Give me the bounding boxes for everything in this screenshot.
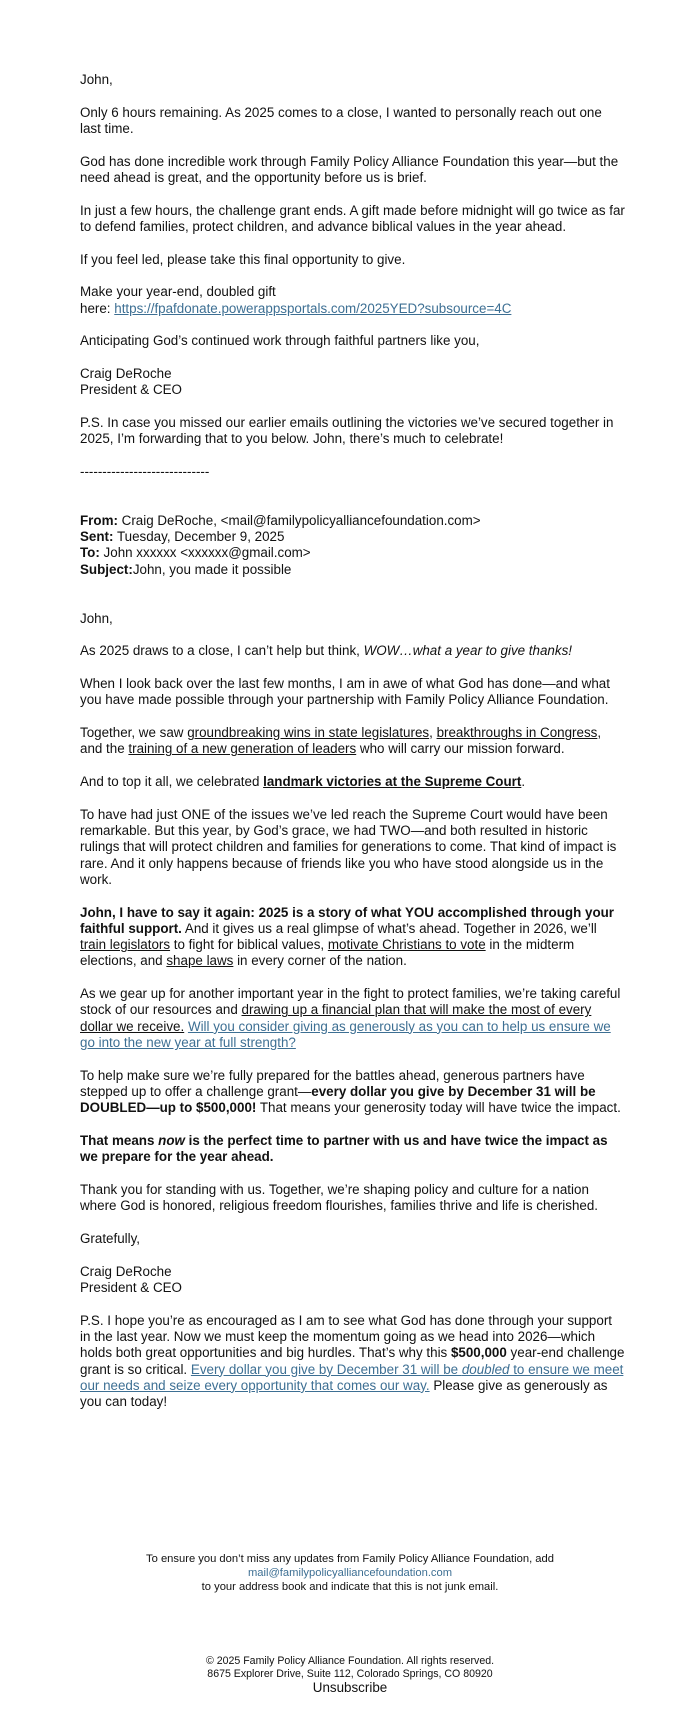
email-body — [80, 72, 625, 1427]
signature — [80, 1264, 625, 1297]
text: who will carry our mission forward. — [356, 741, 565, 757]
paragraph — [80, 986, 625, 1051]
link-text: Every dollar you give by December 31 will be — [190, 1361, 462, 1377]
text: year-end challenge grant is so critical. — [80, 1345, 625, 1377]
text: To help make sure we’re fully prepared for the battles ahead, generous partners have stepped up to offer a challenge grant— — [80, 1067, 585, 1099]
to-value: John xxxxxx <xxxxxx@gmail.com> — [99, 545, 311, 561]
financial-plan-link[interactable]: drawing up a financial plan that will make the most of every dollar we receive. — [80, 1002, 592, 1034]
paragraph — [80, 1068, 625, 1117]
footer-line: to your address book and indicate that this is not junk email. — [201, 1581, 499, 1593]
motivate-christians-link[interactable]: motivate Christians to vote — [327, 937, 486, 953]
postscript — [80, 1313, 625, 1411]
text: in every corner of the nation. — [233, 953, 407, 969]
text: As 2025 draws to a close, I can’t help but think, — [80, 643, 364, 659]
greeting: John, — [80, 72, 113, 87]
subject-value: John, you made it possible — [132, 561, 292, 577]
forwarded-header — [80, 513, 625, 578]
text: Please give as generously as you can today! — [80, 1377, 608, 1410]
training-link[interactable]: training of a new generation of leaders — [128, 741, 357, 757]
footer-line: To ensure you don’t miss any updates from Family Policy Alliance Foundation, add — [146, 1553, 554, 1565]
text: in the midterm elections, and — [80, 937, 575, 969]
text: . — [521, 773, 526, 789]
donate-link[interactable]: https://fpafdonate.powerappsportals.com/2025YED?subsource=4C — [114, 300, 512, 316]
sent-label: Sent: — [80, 529, 114, 545]
paragraph — [80, 774, 625, 790]
paragraph: To have had just ONE of the issues we’ve led reach the Supreme Court would have been remarkable. But this year, by God’s grace, we had TWO—and both resulted in historic rulings that will protect children and families for generations to come. That kind of impact is rare. And it only happens because of friends like you who have stood alongside us in the work. — [80, 806, 617, 887]
congress-link[interactable]: breakthroughs in Congress — [436, 725, 598, 740]
shape-laws-link[interactable]: shape laws — [166, 953, 234, 969]
give-prefix: here: — [80, 300, 115, 316]
link-italic-text: doubled — [461, 1361, 510, 1377]
text: , — [429, 725, 437, 740]
text: to fight for biblical values, — [170, 937, 328, 953]
address: 8675 Explorer Drive, Suite 112, Colorado Springs, CO 80920 — [207, 1667, 493, 1680]
paragraph: Only 6 hours remaining. As 2025 comes to a close, I wanted to personally reach out one last time. — [80, 104, 602, 136]
from-value: Craig DeRoche, <mail@familypolicyalliancefoundation.com> — [117, 512, 481, 528]
signature-name: Craig DeRoche — [80, 366, 172, 381]
subject-label: Subject: — [80, 561, 133, 577]
paragraph — [80, 905, 625, 970]
postscript: P.S. In case you missed our earlier emails outlining the victories we’ve secured together in 2025, I’m forwarding that to you below. John, there’s much to celebrate! — [80, 414, 614, 447]
paragraph: Thank you for standing with us. Together, we’re shaping policy and culture for a nation where God is honored, religious freedom flourishes, families thrive and life is cherished. — [80, 1181, 599, 1214]
bold-text: $500,000 — [450, 1345, 507, 1361]
paragraph — [80, 1133, 625, 1166]
closing: Gratefully, — [80, 1230, 141, 1246]
bold-text: every dollar you give by December 31 will be DOUBLED—up to $500,000! — [80, 1084, 596, 1116]
state-wins-link[interactable]: groundbreaking wins in state legislatures — [187, 725, 430, 740]
greeting: John, — [80, 610, 113, 626]
text: And it gives us a real glimpse of what’s ahead. Together in 2026, we’ll — [181, 920, 597, 936]
to-label: To: — [80, 545, 100, 561]
paragraph — [80, 643, 625, 659]
footer-email-link[interactable]: mail@familypolicyalliancefoundation.com — [247, 1567, 453, 1579]
paragraph: God has done incredible work through Family Policy Alliance Foundation this year—but the need ahead is great, and the opportunity before us is brief. — [80, 153, 619, 185]
text: , and the — [80, 725, 602, 757]
copyright: © 2025 Family Policy Alliance Foundation. All rights reserved. — [205, 1655, 495, 1667]
paragraph: When I look back over the last few months, I am in awe of what God has done—and what you have made possible through your partnership with Family Policy Alliance Foundation. — [80, 676, 610, 708]
signature-title: President & CEO — [80, 1279, 182, 1295]
signature — [80, 366, 625, 399]
italic-text: WOW…what a year to give thanks! — [363, 643, 572, 659]
paragraph: If you feel led, please take this final opportunity to give. — [80, 251, 406, 267]
text: is the perfect time to partner with us and have twice the impact as we prepare for the year ahead. — [80, 1132, 608, 1165]
signature-title: President & CEO — [80, 382, 182, 398]
text: As we gear up for another important year in the fight to protect families, we’re taking careful stock of our resources and — [80, 986, 621, 1018]
text: And to top it all, we celebrated — [80, 773, 264, 789]
give-line: Make your year-end, doubled gift — [80, 284, 276, 300]
closing: Anticipating God’s continued work through faithful partners like you, — [80, 333, 480, 349]
link-text: to ensure we meet our needs and seize every opportunity that comes our way. — [80, 1361, 624, 1393]
footer-notice — [0, 1552, 700, 1594]
give-paragraph — [80, 284, 625, 317]
paragraph: In just a few hours, the challenge grant ends. A gift made before midnight will go twice as far to defend families, protect children, and advance biblical values in the year ahead. — [80, 202, 625, 234]
give-generously-link[interactable]: Will you consider giving as generously as you can to help us ensure we go into the new year at full strength? — [80, 1018, 611, 1051]
train-legislators-link[interactable]: train legislators — [80, 937, 171, 953]
from-label: From: — [80, 512, 118, 528]
text: That means your generosity today will have twice the impact. — [256, 1100, 621, 1116]
paragraph — [80, 725, 625, 758]
text: Together, we saw — [80, 725, 188, 740]
italic-text: now — [158, 1132, 185, 1148]
sent-value: Tuesday, December 9, 2025 — [113, 529, 285, 545]
text: That means — [80, 1132, 159, 1148]
text: P.S. I hope you’re as encouraged as I am to see what God has done through your support in the last year. Now we must keep the momentum going as we head into 2026—which holds both great opportunities and big hurdles. That’s why this — [80, 1312, 613, 1361]
divider: ----------------------------- — [80, 463, 210, 479]
signature-name: Craig DeRoche — [80, 1263, 172, 1279]
bold-text: John, I have to say it again: 2025 is a story of what YOU accomplished through your faithful support. — [80, 904, 615, 936]
supreme-court-link[interactable]: landmark victories at the Supreme Court — [263, 773, 522, 789]
footer-legal — [0, 1655, 700, 1696]
unsubscribe-link[interactable]: Unsubscribe — [312, 1680, 388, 1695]
